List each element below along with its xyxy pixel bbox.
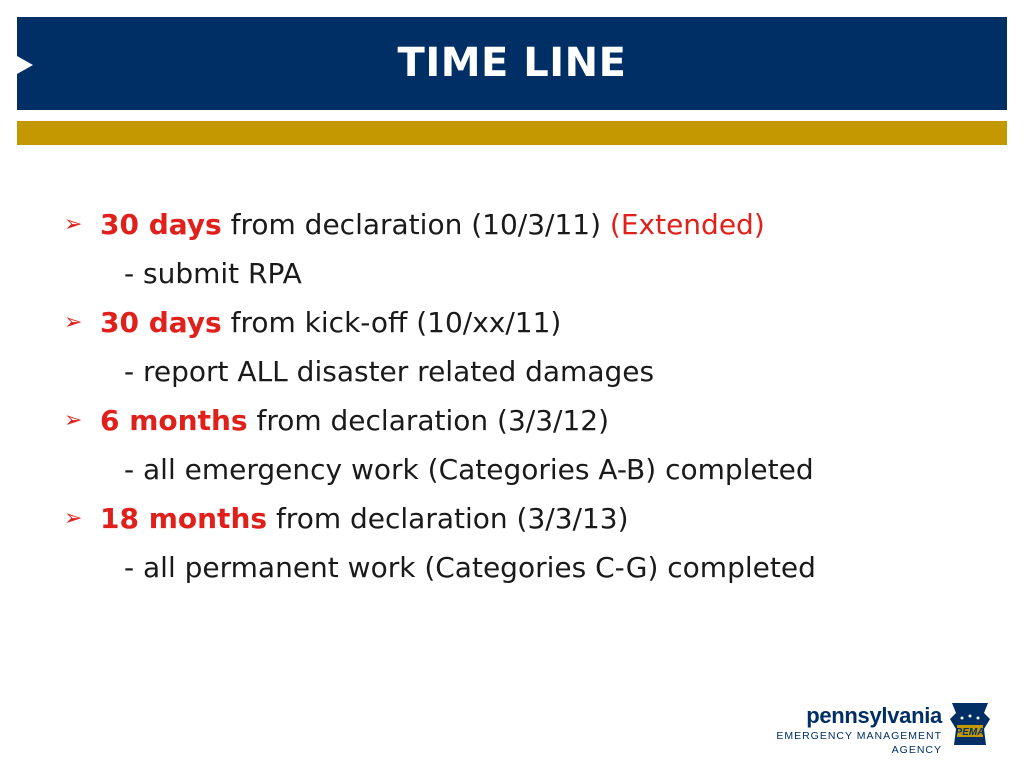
timeline-description: from declaration (3/3/13) (267, 502, 629, 535)
keystone-logo-icon (948, 701, 992, 747)
logo-text (732, 703, 942, 757)
timeline-period: 18 months (100, 502, 268, 535)
logo-mark-text: PEMA (955, 727, 985, 738)
arrow-bullet-icon: ➢ (64, 506, 83, 531)
timeline-description: from kick-off (10/xx/11) (221, 306, 562, 339)
agency-name: EMERGENCY MANAGEMENT AGENCY (776, 730, 942, 756)
timeline-subitem: - report ALL disaster related damages (124, 355, 655, 388)
timeline-period: 30 days (100, 306, 222, 339)
timeline-description: from declaration (3/3/12) (247, 404, 610, 437)
timeline-item (64, 494, 1014, 543)
timeline-subitem: - all emergency work (Categories A-B) completed (124, 453, 814, 486)
arrow-bullet-icon: ➢ (64, 212, 83, 237)
timeline-note: (Extended) (609, 208, 765, 241)
timeline-subitem: - all permanent work (Categories C-G) completed (124, 551, 816, 584)
arrow-bullet-icon: ➢ (64, 408, 83, 433)
slide-title: TIME LINE (397, 40, 627, 86)
timeline-description: from declaration (10/3/11) (221, 208, 610, 241)
timeline-item (64, 396, 1014, 445)
timeline-period: 30 days (100, 208, 222, 241)
timeline-period: 6 months (100, 404, 248, 437)
timeline-list (64, 200, 1014, 592)
arrow-bullet-icon: ➢ (64, 310, 83, 335)
timeline-subitem: - submit RPA (124, 257, 302, 290)
state-name: pennsylvania (806, 703, 942, 728)
title-bar (17, 17, 1007, 110)
timeline-item (64, 298, 1014, 347)
accent-divider (17, 121, 1007, 145)
pema-logo (732, 703, 992, 756)
timeline-item (64, 200, 1014, 249)
